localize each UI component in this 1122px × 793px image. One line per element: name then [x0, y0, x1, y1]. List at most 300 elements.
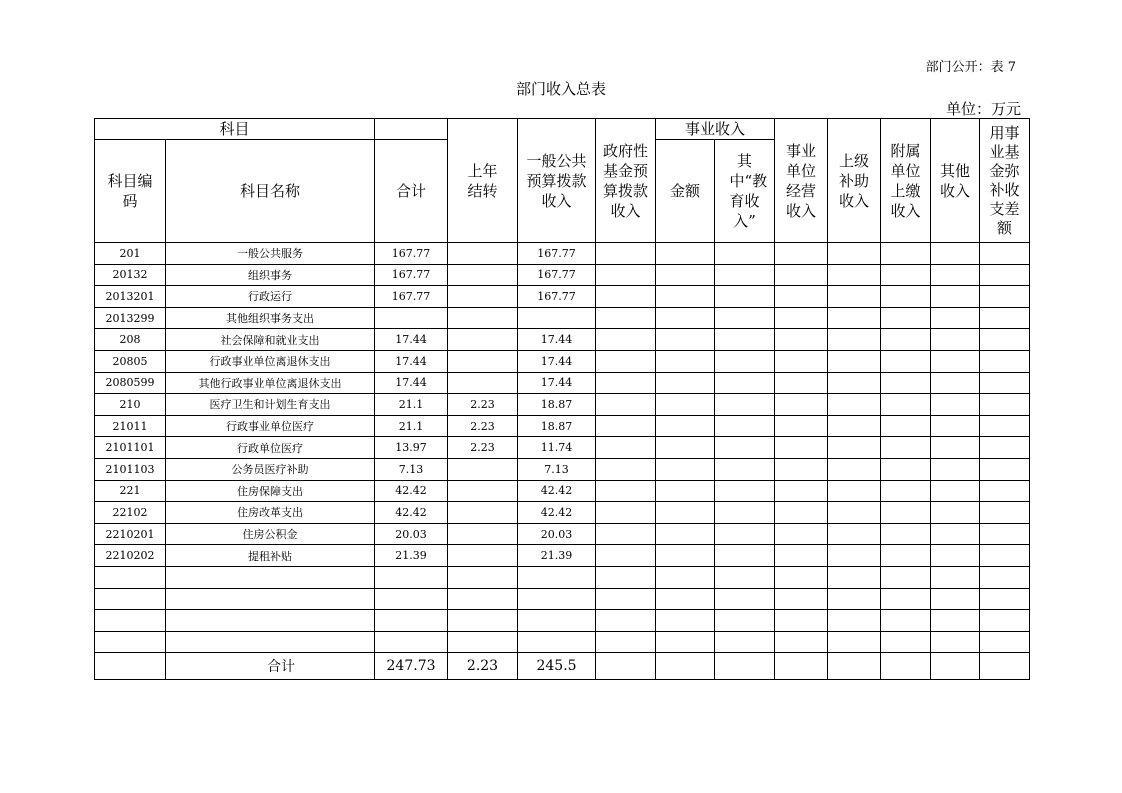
totals-label: 合计 — [166, 653, 375, 680]
cell-subject-name: 行政运行 — [166, 286, 375, 308]
cell-fund-makeup — [980, 653, 1030, 680]
cell-subject-name: 其他行政事业单位离退休支出 — [166, 372, 375, 394]
cell-subsidiary-payment — [881, 307, 931, 329]
table-row — [95, 480, 1030, 502]
cell-education-income — [715, 437, 775, 459]
cell-other-income — [931, 415, 980, 437]
cell-operating-income — [775, 307, 828, 329]
cell-operating-income — [775, 458, 828, 480]
document-label: 部门公开：表 7 — [925, 60, 1016, 75]
cell-subject-name — [166, 631, 375, 653]
cell-operating-income — [775, 480, 828, 502]
income-summary-table — [94, 118, 1030, 680]
cell-gov-fund — [596, 458, 656, 480]
cell-prior-year-carryover — [448, 307, 518, 329]
cell-business-amount — [656, 264, 715, 286]
cell-subject-name: 行政事业单位医疗 — [166, 415, 375, 437]
cell-gov-fund — [596, 394, 656, 416]
cell-fund-makeup — [980, 437, 1030, 459]
cell-total: 42.42 — [375, 502, 448, 524]
cell-total: 167.77 — [375, 243, 448, 265]
header-fund-makeup: 用事业基金弥补收支差额 — [980, 119, 1030, 243]
cell-subject-code: 2101101 — [95, 437, 166, 459]
cell-superior-subsidy — [828, 350, 881, 372]
cell-superior-subsidy — [828, 307, 881, 329]
totals-total: 247.73 — [375, 653, 448, 680]
cell-total — [375, 566, 448, 588]
cell-general-budget: 17.44 — [518, 329, 596, 351]
cell-other-income — [931, 372, 980, 394]
cell-operating-income — [775, 415, 828, 437]
cell-subsidiary-payment — [881, 545, 931, 567]
header-gov-fund: 政府性基金预算拨款收入 — [596, 119, 656, 243]
table-row — [95, 502, 1030, 524]
cell-other-income — [931, 350, 980, 372]
cell-general-budget: 11.74 — [518, 437, 596, 459]
cell-subsidiary-payment — [881, 610, 931, 632]
cell-other-income — [931, 243, 980, 265]
cell-fund-makeup — [980, 329, 1030, 351]
cell-total: 21.39 — [375, 545, 448, 567]
table-row — [95, 566, 1030, 588]
header-subject-code: 科目编码 — [95, 140, 166, 243]
cell-subject-code: 208 — [95, 329, 166, 351]
cell-prior-year-carryover — [448, 243, 518, 265]
cell-total: 20.03 — [375, 523, 448, 545]
header-subject: 科目 — [95, 119, 375, 140]
cell-education-income — [715, 350, 775, 372]
cell-other-income — [931, 394, 980, 416]
cell-business-amount — [656, 610, 715, 632]
cell-general-budget — [518, 307, 596, 329]
cell-general-budget: 167.77 — [518, 264, 596, 286]
cell-total: 167.77 — [375, 264, 448, 286]
cell-subject-code: 2210202 — [95, 545, 166, 567]
cell-prior-year-carryover — [448, 631, 518, 653]
cell-other-income — [931, 523, 980, 545]
cell-subsidiary-payment — [881, 437, 931, 459]
cell-operating-income — [775, 243, 828, 265]
cell-business-amount — [656, 437, 715, 459]
cell-education-income — [715, 588, 775, 610]
table-row — [95, 631, 1030, 653]
cell-fund-makeup — [980, 415, 1030, 437]
cell-gov-fund — [596, 502, 656, 524]
cell-gov-fund — [596, 415, 656, 437]
cell-general-budget: 18.87 — [518, 394, 596, 416]
cell-operating-income — [775, 523, 828, 545]
cell-fund-makeup — [980, 631, 1030, 653]
cell-total: 7.13 — [375, 458, 448, 480]
cell-subsidiary-payment — [881, 329, 931, 351]
cell-superior-subsidy — [828, 653, 881, 680]
cell-subject-name: 一般公共服务 — [166, 243, 375, 265]
cell-subsidiary-payment — [881, 243, 931, 265]
cell-subsidiary-payment — [881, 653, 931, 680]
header-amount: 金额 — [656, 140, 715, 243]
totals-row — [95, 653, 1030, 680]
cell-total — [375, 631, 448, 653]
header-operating-income: 事业单位经营收入 — [775, 119, 828, 243]
cell-total — [375, 588, 448, 610]
cell-gov-fund — [596, 653, 656, 680]
cell-total: 17.44 — [375, 329, 448, 351]
cell-education-income — [715, 307, 775, 329]
cell-education-income — [715, 329, 775, 351]
cell-subject-code: 2013299 — [95, 307, 166, 329]
cell-prior-year-carryover — [448, 329, 518, 351]
header-total: 合计 — [375, 140, 448, 243]
cell-operating-income — [775, 566, 828, 588]
cell-subject-code: 2013201 — [95, 286, 166, 308]
cell-business-amount — [656, 631, 715, 653]
cell-superior-subsidy — [828, 415, 881, 437]
cell-education-income — [715, 264, 775, 286]
cell-subject-name: 社会保障和就业支出 — [166, 329, 375, 351]
cell-other-income — [931, 653, 980, 680]
cell-general-budget — [518, 610, 596, 632]
cell-other-income — [931, 566, 980, 588]
cell-prior-year-carryover: 2.23 — [448, 437, 518, 459]
table-row — [95, 545, 1030, 567]
cell-business-amount — [656, 286, 715, 308]
cell-subject-name: 医疗卫生和计划生育支出 — [166, 394, 375, 416]
totals-general-budget: 245.5 — [518, 653, 596, 680]
cell-prior-year-carryover — [448, 350, 518, 372]
table-row — [95, 610, 1030, 632]
cell-superior-subsidy — [828, 243, 881, 265]
cell-education-income — [715, 458, 775, 480]
cell-subject-name: 组织事务 — [166, 264, 375, 286]
cell-fund-makeup — [980, 458, 1030, 480]
cell-superior-subsidy — [828, 458, 881, 480]
cell-gov-fund — [596, 588, 656, 610]
cell-subsidiary-payment — [881, 502, 931, 524]
totals-prior-year-carryover: 2.23 — [448, 653, 518, 680]
cell-fund-makeup — [980, 502, 1030, 524]
cell-subject-code — [95, 588, 166, 610]
cell-prior-year-carryover — [448, 480, 518, 502]
cell-education-income — [715, 631, 775, 653]
cell-subsidiary-payment — [881, 394, 931, 416]
header-subsidiary-payment: 附属单位上缴收入 — [881, 119, 931, 243]
cell-fund-makeup — [980, 566, 1030, 588]
cell-operating-income — [775, 437, 828, 459]
cell-gov-fund — [596, 372, 656, 394]
cell-education-income — [715, 502, 775, 524]
cell-general-budget: 18.87 — [518, 415, 596, 437]
cell-fund-makeup — [980, 264, 1030, 286]
cell-gov-fund — [596, 631, 656, 653]
cell-total: 21.1 — [375, 415, 448, 437]
cell-subsidiary-payment — [881, 264, 931, 286]
cell-operating-income — [775, 372, 828, 394]
cell-other-income — [931, 545, 980, 567]
cell-business-amount — [656, 545, 715, 567]
cell-operating-income — [775, 502, 828, 524]
cell-other-income — [931, 458, 980, 480]
cell-other-income — [931, 502, 980, 524]
cell-operating-income — [775, 545, 828, 567]
table-row — [95, 329, 1030, 351]
header-other-income: 其他收入 — [931, 119, 980, 243]
cell-subsidiary-payment — [881, 286, 931, 308]
table-row — [95, 264, 1030, 286]
header-education-income: 其中“教育收入” — [715, 140, 775, 243]
cell-general-budget — [518, 588, 596, 610]
cell-general-budget: 20.03 — [518, 523, 596, 545]
cell-subject-name: 住房保障支出 — [166, 480, 375, 502]
cell-general-budget — [518, 631, 596, 653]
table-row — [95, 523, 1030, 545]
cell-subject-name: 住房公积金 — [166, 523, 375, 545]
header-prior-year-carryover: 上年结转 — [448, 119, 518, 243]
cell-other-income — [931, 480, 980, 502]
cell-operating-income — [775, 286, 828, 308]
cell-education-income — [715, 523, 775, 545]
cell-subject-code: 21011 — [95, 415, 166, 437]
cell-subject-code: 22102 — [95, 502, 166, 524]
table-row — [95, 286, 1030, 308]
cell-education-income — [715, 415, 775, 437]
cell-business-amount — [656, 458, 715, 480]
table-row — [95, 394, 1030, 416]
cell-superior-subsidy — [828, 566, 881, 588]
cell-other-income — [931, 437, 980, 459]
cell-other-income — [931, 631, 980, 653]
cell-superior-subsidy — [828, 631, 881, 653]
cell-prior-year-carryover — [448, 566, 518, 588]
cell-subject-name: 其他组织事务支出 — [166, 307, 375, 329]
cell-business-amount — [656, 394, 715, 416]
cell-subject-code: 2210201 — [95, 523, 166, 545]
cell-business-amount — [656, 566, 715, 588]
cell-prior-year-carryover — [448, 372, 518, 394]
cell-subject-code — [95, 631, 166, 653]
cell-subject-name — [166, 610, 375, 632]
cell-general-budget — [518, 566, 596, 588]
cell-gov-fund — [596, 480, 656, 502]
cell-subject-code: 2101103 — [95, 458, 166, 480]
table-row — [95, 588, 1030, 610]
cell-business-amount — [656, 415, 715, 437]
cell-subsidiary-payment — [881, 588, 931, 610]
cell-subsidiary-payment — [881, 631, 931, 653]
cell-operating-income — [775, 329, 828, 351]
header-superior-subsidy: 上级补助收入 — [828, 119, 881, 243]
cell-general-budget: 42.42 — [518, 480, 596, 502]
table-row — [95, 458, 1030, 480]
cell-gov-fund — [596, 566, 656, 588]
cell-subsidiary-payment — [881, 480, 931, 502]
cell-superior-subsidy — [828, 394, 881, 416]
cell-subsidiary-payment — [881, 415, 931, 437]
table-row — [95, 307, 1030, 329]
cell-total — [375, 610, 448, 632]
cell-prior-year-carryover — [448, 286, 518, 308]
cell-superior-subsidy — [828, 329, 881, 351]
cell-business-amount — [656, 588, 715, 610]
cell-gov-fund — [596, 437, 656, 459]
cell-business-amount — [656, 502, 715, 524]
cell-subject-name: 住房改革支出 — [166, 502, 375, 524]
cell-subject-code — [95, 653, 166, 680]
cell-other-income — [931, 610, 980, 632]
cell-total: 21.1 — [375, 394, 448, 416]
cell-total: 17.44 — [375, 350, 448, 372]
cell-total: 42.42 — [375, 480, 448, 502]
cell-subject-code — [95, 566, 166, 588]
cell-business-amount — [656, 372, 715, 394]
cell-gov-fund — [596, 350, 656, 372]
cell-fund-makeup — [980, 545, 1030, 567]
cell-education-income — [715, 286, 775, 308]
cell-general-budget: 7.13 — [518, 458, 596, 480]
cell-prior-year-carryover: 2.23 — [448, 415, 518, 437]
cell-education-income — [715, 480, 775, 502]
cell-other-income — [931, 286, 980, 308]
header-general-budget: 一般公共预算拨款收入 — [518, 119, 596, 243]
cell-prior-year-carryover — [448, 523, 518, 545]
cell-operating-income — [775, 588, 828, 610]
cell-prior-year-carryover: 2.23 — [448, 394, 518, 416]
cell-other-income — [931, 264, 980, 286]
cell-subsidiary-payment — [881, 523, 931, 545]
cell-subject-code: 2080599 — [95, 372, 166, 394]
cell-superior-subsidy — [828, 264, 881, 286]
cell-general-budget: 21.39 — [518, 545, 596, 567]
cell-superior-subsidy — [828, 286, 881, 308]
cell-gov-fund — [596, 329, 656, 351]
cell-other-income — [931, 588, 980, 610]
cell-subject-code: 20132 — [95, 264, 166, 286]
cell-total: 167.77 — [375, 286, 448, 308]
cell-business-amount — [656, 523, 715, 545]
cell-gov-fund — [596, 307, 656, 329]
cell-fund-makeup — [980, 394, 1030, 416]
cell-education-income — [715, 394, 775, 416]
cell-other-income — [931, 329, 980, 351]
cell-general-budget: 17.44 — [518, 350, 596, 372]
cell-operating-income — [775, 653, 828, 680]
cell-superior-subsidy — [828, 480, 881, 502]
cell-education-income — [715, 545, 775, 567]
cell-gov-fund — [596, 264, 656, 286]
header-business-income: 事业收入 — [656, 119, 775, 140]
page-title: 部门收入总表 — [515, 80, 606, 98]
cell-superior-subsidy — [828, 502, 881, 524]
cell-gov-fund — [596, 523, 656, 545]
cell-total — [375, 307, 448, 329]
cell-operating-income — [775, 350, 828, 372]
cell-general-budget: 167.77 — [518, 286, 596, 308]
cell-business-amount — [656, 243, 715, 265]
cell-fund-makeup — [980, 372, 1030, 394]
cell-fund-makeup — [980, 610, 1030, 632]
cell-subject-code: 201 — [95, 243, 166, 265]
cell-general-budget: 42.42 — [518, 502, 596, 524]
cell-subsidiary-payment — [881, 372, 931, 394]
cell-operating-income — [775, 631, 828, 653]
cell-fund-makeup — [980, 243, 1030, 265]
cell-prior-year-carryover — [448, 588, 518, 610]
cell-subject-name: 公务员医疗补助 — [166, 458, 375, 480]
cell-general-budget: 167.77 — [518, 243, 596, 265]
cell-education-income — [715, 243, 775, 265]
cell-superior-subsidy — [828, 437, 881, 459]
cell-subject-code: 210 — [95, 394, 166, 416]
cell-operating-income — [775, 610, 828, 632]
table-row — [95, 350, 1030, 372]
cell-education-income — [715, 372, 775, 394]
cell-fund-makeup — [980, 286, 1030, 308]
cell-subject-name — [166, 588, 375, 610]
table-row — [95, 372, 1030, 394]
cell-prior-year-carryover — [448, 610, 518, 632]
cell-subject-name: 行政事业单位离退休支出 — [166, 350, 375, 372]
table-row — [95, 437, 1030, 459]
table-row — [95, 415, 1030, 437]
cell-subject-name — [166, 566, 375, 588]
cell-total: 13.97 — [375, 437, 448, 459]
cell-gov-fund — [596, 610, 656, 632]
cell-education-income — [715, 566, 775, 588]
cell-fund-makeup — [980, 588, 1030, 610]
cell-fund-makeup — [980, 307, 1030, 329]
cell-business-amount — [656, 329, 715, 351]
cell-gov-fund — [596, 286, 656, 308]
cell-superior-subsidy — [828, 545, 881, 567]
cell-subsidiary-payment — [881, 350, 931, 372]
cell-business-amount — [656, 350, 715, 372]
cell-gov-fund — [596, 243, 656, 265]
cell-subject-code: 221 — [95, 480, 166, 502]
cell-prior-year-carryover — [448, 458, 518, 480]
cell-subsidiary-payment — [881, 566, 931, 588]
cell-fund-makeup — [980, 523, 1030, 545]
cell-other-income — [931, 307, 980, 329]
cell-operating-income — [775, 264, 828, 286]
cell-education-income — [715, 610, 775, 632]
cell-operating-income — [775, 394, 828, 416]
header-subject-name: 科目名称 — [166, 140, 375, 243]
cell-prior-year-carryover — [448, 264, 518, 286]
unit-label: 单位：万元 — [945, 100, 1021, 118]
cell-superior-subsidy — [828, 588, 881, 610]
cell-fund-makeup — [980, 480, 1030, 502]
table-row — [95, 243, 1030, 265]
cell-prior-year-carryover — [448, 545, 518, 567]
cell-subject-name: 行政单位医疗 — [166, 437, 375, 459]
cell-business-amount — [656, 653, 715, 680]
cell-subsidiary-payment — [881, 458, 931, 480]
cell-subject-code — [95, 610, 166, 632]
cell-superior-subsidy — [828, 372, 881, 394]
cell-business-amount — [656, 480, 715, 502]
cell-subject-code: 20805 — [95, 350, 166, 372]
cell-total: 17.44 — [375, 372, 448, 394]
cell-subject-name: 提租补贴 — [166, 545, 375, 567]
header-blank — [375, 119, 448, 140]
cell-business-amount — [656, 307, 715, 329]
cell-fund-makeup — [980, 350, 1030, 372]
cell-prior-year-carryover — [448, 502, 518, 524]
cell-education-income — [715, 653, 775, 680]
cell-superior-subsidy — [828, 523, 881, 545]
cell-gov-fund — [596, 545, 656, 567]
cell-superior-subsidy — [828, 610, 881, 632]
cell-general-budget: 17.44 — [518, 372, 596, 394]
